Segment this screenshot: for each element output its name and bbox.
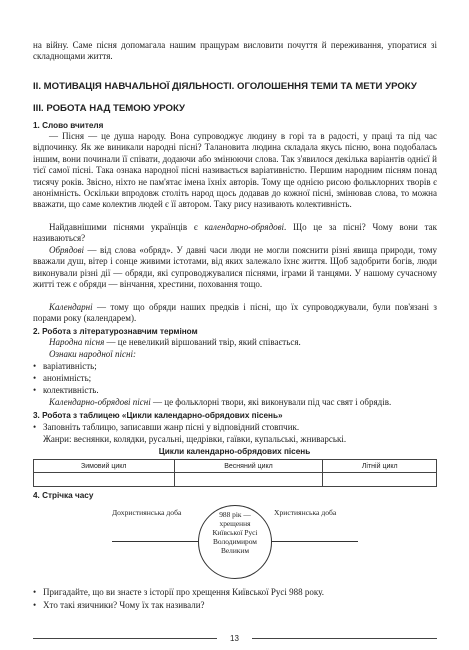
folk-song-term: Народна пісня [49,337,105,347]
feature-item: • варіативність; [33,361,97,371]
timeline-left-label: Дохристиянська доба [112,508,182,517]
section-3-heading: ІІІ. РОБОТА НАД ТЕМОЮ УРОКУ [33,103,186,114]
calendar-ritual-term: календарно-обрядові [204,222,285,232]
table-cell-summer [323,473,437,487]
features-heading: Ознаки народної пісні: [49,349,137,359]
task-3-item: • Заповніть таблицю, записавши жанр пісні у відповідний стовпчик. [33,422,300,432]
subsection-2-heading: 2. Робота з літературознавчим терміном [33,327,198,336]
ritual-term: Обрядові [49,245,85,255]
teacher-word-paragraph: — Пісня — це душа народу. Вона супроводжує людину в горі та в радості, у праці та під час відпочинку. Як же виникали народні пісні? Талановита людина складала якусь пісню, вона подобалась іншим, вони починали її співати, додаючи або змінюючи слова. Так з'явилося декілька варіантів однієї й тієї самої пісні. Така ознака народної пісні називається варіативністю. Першим народним пісням понад тисячу років. Звісно, ніхто не пам'ятає імена їхніх авторів. Тому ще однією рисою фольклорних творів є анонімність. Оскільки впродовж століть народ щось додавав до кожної пісні, змінював слова, то можна вважати, що саме колектив людей є її автором. Таку рису називають колективність. [33,131,437,210]
song-cycles-table [33,459,437,487]
calendar-paragraph: Календарні — тому що обряди наших предків і пісні, що їх супроводжували, були пов'язані з порами року (календарем). [33,302,437,324]
timeline-event-circle: 988 рік — хрещення Київської Русі Володимиром Великим [198,505,272,579]
table-header-summer: Літній цикл [323,460,437,473]
subsection-4-heading: 4. Стрічка часу [33,491,94,500]
table-title: Цикли календарно-обрядових пісень [158,447,311,456]
section-2-heading: ІІ. МОТИВАЦІЯ НАВЧАЛЬНОЇ ДІЯЛЬНОСТІ. ОГОЛОШЕННЯ ТЕМИ ТА МЕТИ УРОКУ [33,81,417,92]
table-cell-winter [34,473,175,487]
feature-item: • анонімність; [33,373,92,383]
table-header-spring: Весняний цикл [174,460,323,473]
feature-item: • колективність. [33,385,99,395]
intro-paragraph: на війну. Саме пісня допомагала нашим пращурам висловити почуття й переживання, упоратися зі складнощами життя. [33,40,437,62]
folk-song-definition: Народна пісня — це невеликий віршований твір, який співається. [49,337,301,347]
table-cell-spring [174,473,323,487]
timeline-line-left [112,541,198,542]
table-header-winter: Зимовий цикл [34,460,175,473]
question-1: • Пригадайте, що ви знаєте з історії про хрещення Київської Русі 988 року. [33,587,324,597]
calendar-song-definition: Календарно-обрядові пісні — це фольклорні твори, які виконували під час свят і обрядів. [49,397,392,407]
page-number: 13 [230,634,239,643]
subsection-1-heading: 1. Слово вчителя [33,121,104,130]
calendar-term: Календарні [49,302,93,312]
timeline-right-label: Християнська доба [274,508,337,517]
question-2: • Хто такі язичники? Чому їх так називали? [33,600,205,610]
calendar-song-term: Календарно-обрядові пісні [49,397,151,407]
timeline-line-right [270,541,358,542]
subsection-3-heading: 3. Робота з таблицею «Цикли календарно-обрядових пісень» [33,411,283,420]
genres-line: Жанри: веснянки, колядки, русальні, щедрівки, гаївки, купальські, жниварські. [43,434,347,444]
calendar-ritual-paragraph: Найдавнішими піснями українців є календарно-обрядові. Що це за пісні? Чому вони так називаються? [33,222,437,244]
ritual-paragraph: Обрядові — від слова «обряд». У давні часи люди не могли пояснити різні явища природи, тому вважали душ, вітер і сонце живими істотами, від яких залежало їхнє життя. Щоб задобрити богів, люди виконували різні дії — обряди, які супроводжувалися піснями, іграми й танцями. У нашому сучасному житті теж є обряди — вінчання, хрестини, поховання тощо. [33,245,437,290]
